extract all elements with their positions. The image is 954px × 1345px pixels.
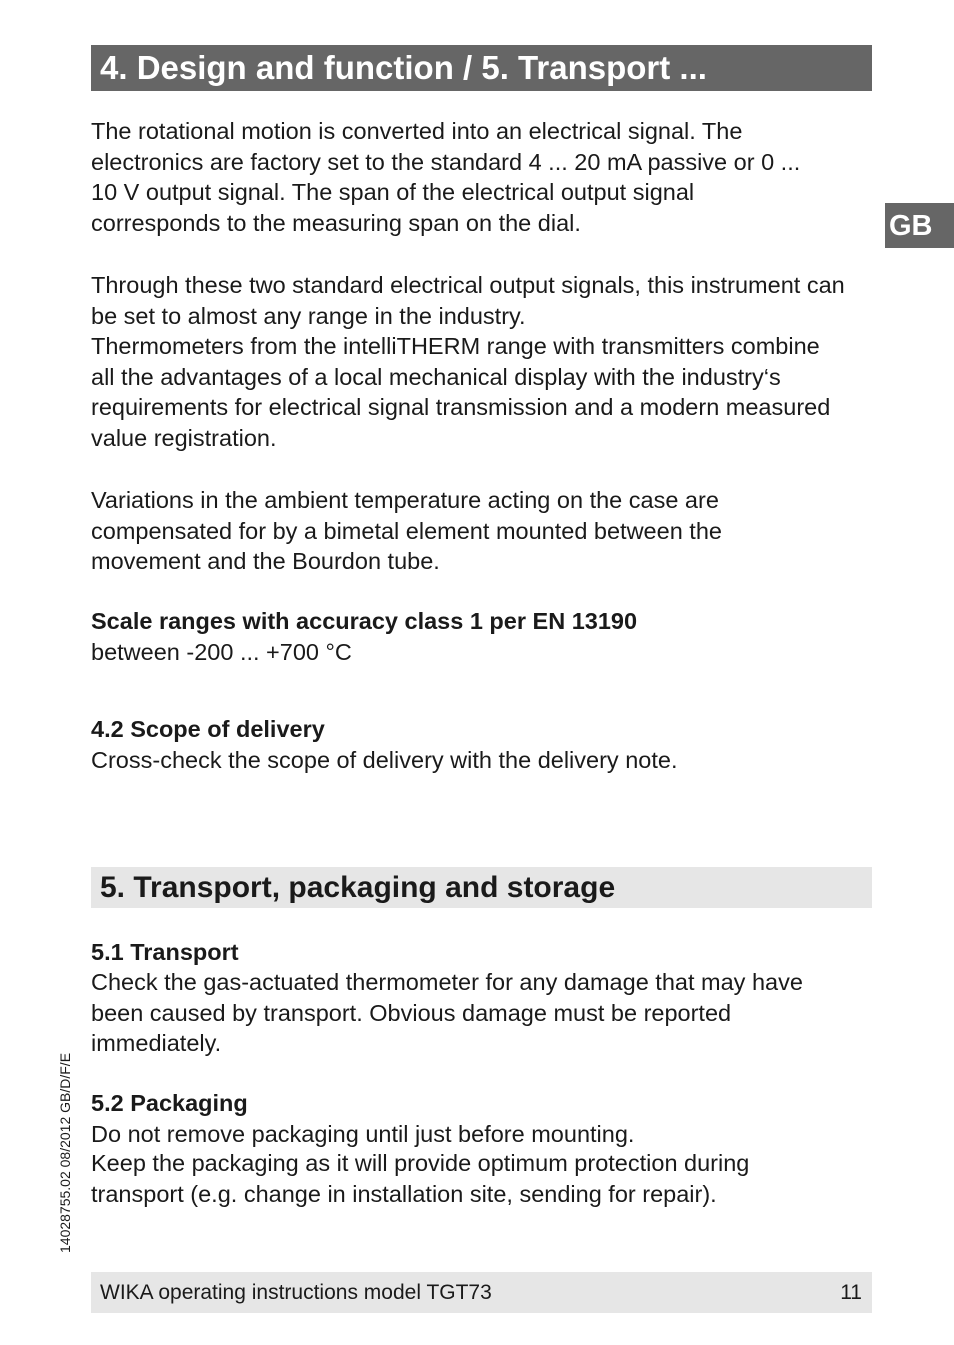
transport-heading: 5.1 Transport bbox=[91, 939, 239, 965]
section-header: 4. Design and function / 5. Transport ... bbox=[91, 45, 872, 91]
packaging-text-1: Do not remove packaging until just before mounting. bbox=[91, 1121, 635, 1147]
scope-of-delivery-heading: 4.2 Scope of delivery bbox=[91, 716, 325, 742]
language-tab: GB bbox=[885, 203, 954, 248]
page-footer bbox=[91, 1272, 872, 1313]
paragraph-signal-conversion: The rotational motion is converted into an electrical signal. The electronics are factory set to the standard 4 ... 20 mA passive or 0 ... 10 V output signal. The span of the electrical output signal corresponds to the measuring span on the dial. bbox=[91, 118, 801, 237]
packaging-text-2: Keep the packaging as it will provide optimum protection during transport (e.g. change in installation site, sending for repair). bbox=[91, 1150, 750, 1207]
document-code: 14028755.02 08/2012 GB/D/F/E bbox=[57, 1052, 73, 1253]
packaging-heading: 5.2 Packaging bbox=[91, 1090, 248, 1116]
scope-of-delivery-text: Cross-check the scope of delivery with the delivery note. bbox=[91, 747, 678, 773]
scale-ranges-heading: Scale ranges with accuracy class 1 per EN 13190 bbox=[91, 608, 638, 634]
transport-text: Check the gas-actuated thermometer for any damage that may have been caused by transport. Obvious damage must be reported immediately. bbox=[91, 969, 803, 1057]
scale-ranges-text: between -200 ... +700 °C bbox=[91, 639, 352, 665]
transport-section-heading: 5. Transport, packaging and storage bbox=[91, 867, 872, 908]
paragraph-intellitherm: Thermometers from the intelliTHERM range with transmitters combine all the advantages of a local mechanical display with the industry‘s requirements for electrical signal transmission and a modern measured value registration. bbox=[91, 333, 831, 452]
page-number: 11 bbox=[840, 1281, 862, 1304]
footer-title: WIKA operating instructions model TGT73 bbox=[100, 1281, 492, 1304]
paragraph-ambient-temperature: Variations in the ambient temperature acting on the case are compensated for by a bimetal element mounted between the movement and the Bourdon tube. bbox=[91, 487, 722, 575]
paragraph-output-signals: Through these two standard electrical output signals, this instrument can be set to almost any range in the industry. bbox=[91, 272, 845, 329]
